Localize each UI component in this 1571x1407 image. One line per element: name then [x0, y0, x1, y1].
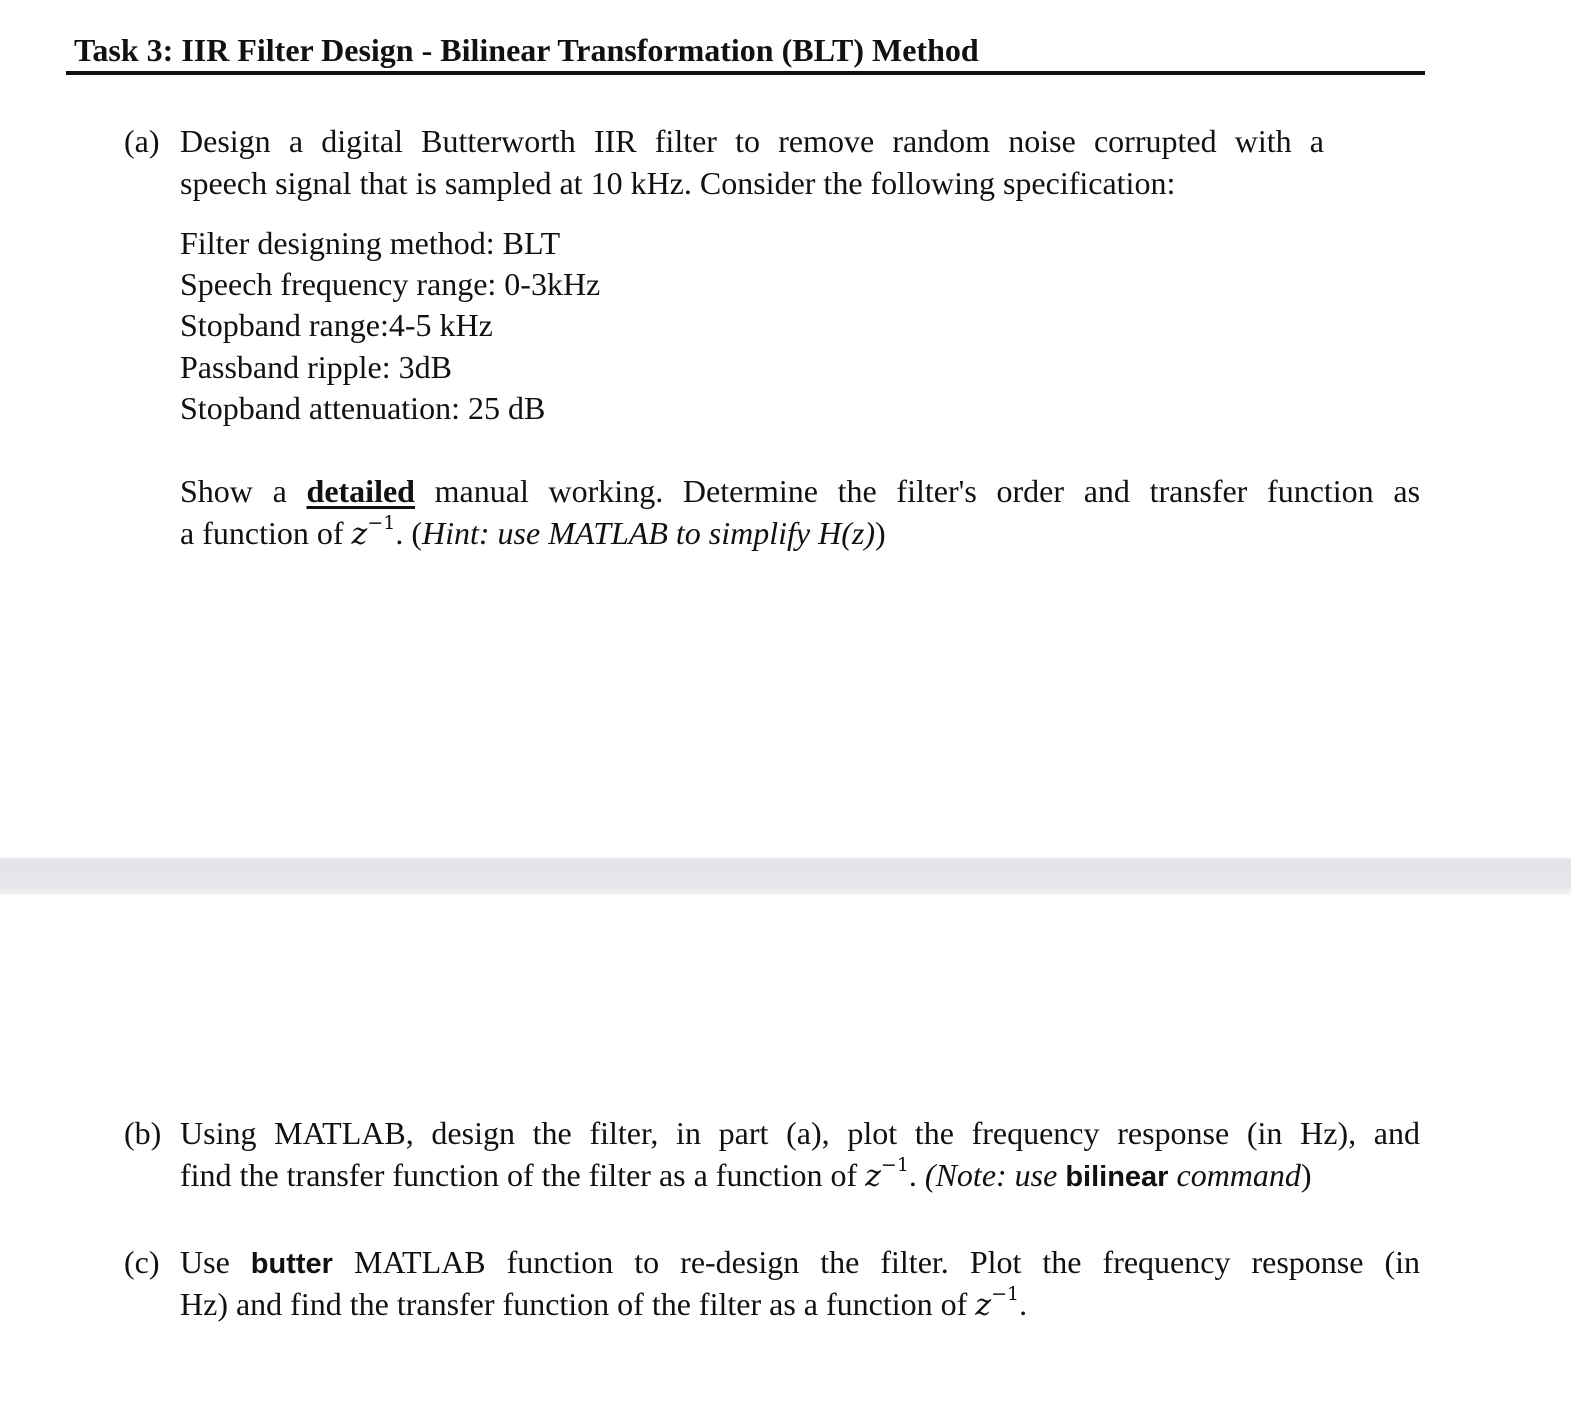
- page-title: Task 3: IIR Filter Design - Bilinear Transformation (BLT) Method: [74, 32, 979, 68]
- bilinear-command: bilinear: [1065, 1161, 1169, 1193]
- part-c-line-2: [180, 1283, 1027, 1327]
- z-exponent: −1: [880, 1154, 909, 1176]
- spec-speech-range: Speech frequency range: 0-3kHz: [180, 266, 601, 302]
- z-variable: z: [975, 1288, 992, 1323]
- part-c-line-1: [180, 1241, 1420, 1285]
- part-c-line1-pre: Use: [180, 1244, 230, 1280]
- hint-text: Hint: use MATLAB to simplify H(z): [421, 515, 875, 551]
- part-c-label: (c): [124, 1244, 160, 1280]
- spec-method: Filter designing method: BLT: [180, 225, 561, 261]
- z-exponent: −1: [991, 1283, 1020, 1305]
- title-underline-divider: [66, 71, 1425, 75]
- page-break-divider: [0, 857, 1571, 895]
- part-a-label: (a): [124, 123, 160, 159]
- part-b-line2-end: ): [1300, 1157, 1312, 1193]
- instruction2-mid: . (: [395, 515, 422, 551]
- part-c-line2-end: .: [1019, 1286, 1028, 1322]
- part-a-instruction-line-1: [180, 470, 1420, 512]
- detailed-emphasis: detailed: [306, 473, 415, 509]
- spec-stopband-attenuation: Stopband attenuation: 25 dB: [180, 390, 546, 426]
- part-b-label: (b): [124, 1115, 162, 1151]
- butter-function: butter: [250, 1248, 333, 1280]
- note-post: command: [1176, 1157, 1301, 1193]
- z-exponent: −1: [367, 512, 396, 534]
- instruction2-pre: a function of: [180, 515, 344, 551]
- part-c-line2-pre: Hz) and find the transfer function of the filter as a function of: [180, 1286, 968, 1322]
- instruction2-end: ): [874, 515, 886, 551]
- part-b-line-1: Using MATLAB, design the filter, in part (a), plot the frequency response (in Hz), and: [180, 1115, 1420, 1151]
- part-a-intro-line-2: speech signal that is sampled at 10 kHz. Consider the following specification:: [180, 165, 1176, 201]
- part-c-line1-post: MATLAB function to re-design the filter. Plot the frequency response (in: [354, 1244, 1421, 1280]
- spec-passband-ripple: Passband ripple: 3dB: [180, 349, 452, 385]
- part-b-line2-pre: find the transfer function of the filter as a function of: [180, 1157, 858, 1193]
- part-b-line2-mid: .: [908, 1157, 917, 1193]
- z-variable: z: [351, 517, 368, 552]
- note-pre: (Note: use: [924, 1157, 1058, 1193]
- instruction-post: manual working. Determine the filter's order and transfer function as: [434, 473, 1421, 509]
- part-a-instruction-line-2: [180, 512, 886, 556]
- instruction-pre: Show a: [180, 473, 287, 509]
- part-b-line-2: [180, 1154, 1312, 1198]
- z-variable: z: [865, 1159, 881, 1194]
- spec-stopband-range: Stopband range:4-5 kHz: [180, 307, 493, 343]
- part-a-intro-line-1: Design a digital Butterworth IIR filter to remove random noise corrupted with a: [180, 123, 1324, 159]
